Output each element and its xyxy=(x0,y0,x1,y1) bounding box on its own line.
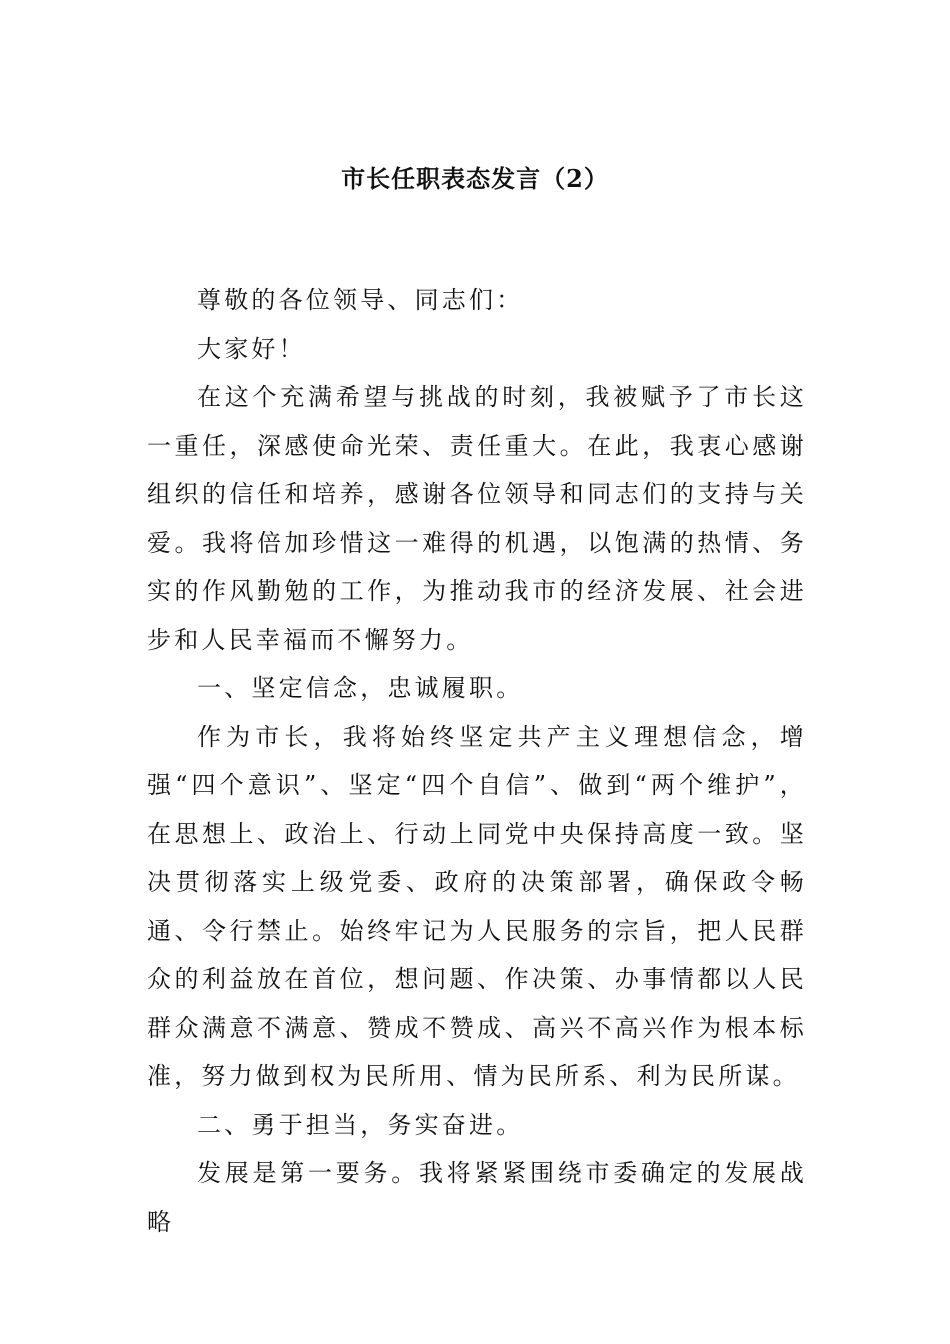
salutation: 尊敬的各位领导、同志们： xyxy=(197,286,524,314)
greeting: 大家好！ xyxy=(197,334,306,363)
document-title: 市长任职表态发言（2） xyxy=(341,164,609,193)
section-heading-1: 一、坚定信念，忠诚履职。 xyxy=(197,674,524,702)
paragraph-section-2: 发展是第一要务。我将紧紧围绕市委确定的发展战略 xyxy=(147,1159,807,1236)
paragraph-section-1: 作为市长，我将始终坚定共产主义理想信念，增强“四个意识”、坚定“四个自信”、做到“两个维护”，在思想上、政治上、行动上同党中央保持高度一致。坚决贯彻落实上级党委、政府的决策部署，确保政令畅通、令行禁止。始终牢记为人民服务的宗旨，把人民群众的利益放在首位，想问题、作决策、办事情都以人民群众满意不满意、赞成不赞成、高兴不高兴作为根本标准，努力做到权为民所用、情为民所系、利为民所谋。 xyxy=(147,722,807,1090)
document-body xyxy=(147,276,807,1246)
paragraph-intro: 在这个充满希望与挑战的时刻，我被赋予了市长这一重任，深感使命光荣、责任重大。在此，我衷心感谢组织的信任和培养，感谢各位领导和同志们的支持与关爱。我将倍加珍惜这一难得的机遇，以饱满的热情、务实的作风勤勉的工作，为推动我市的经济发展、社会进步和人民幸福而不懈努力。 xyxy=(147,383,807,654)
section-heading-2: 二、勇于担当，务实奋进。 xyxy=(197,1110,524,1139)
